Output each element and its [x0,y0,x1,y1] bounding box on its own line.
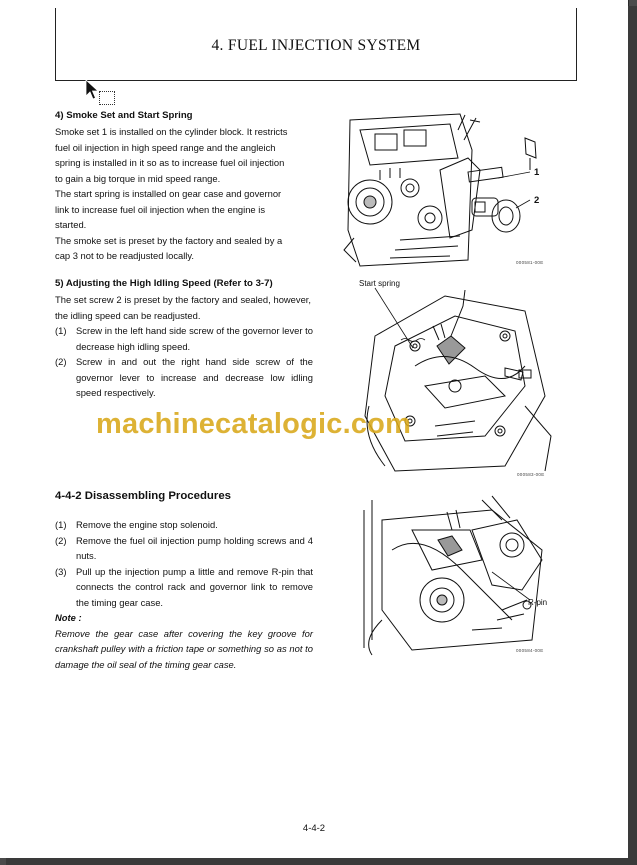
start-spring-figure [355,276,555,481]
list-item [55,533,313,564]
text-line: link to increase fuel oil injection when the engine is [55,203,266,215]
watermark: machinecatalogic.com [96,408,412,440]
idle-speed-list [55,323,313,401]
list-item-text: Remove the fuel oil injection pump holding screws and 4 nuts. [76,534,313,561]
smoke-set-heading: 4) Smoke Set and Start Spring [55,110,193,121]
list-item-text: Screw in the left hand side screw of the governor lever to decrease high idling speed. [76,325,313,352]
page-shadow-right [628,6,637,865]
callout-label-1: 1 [534,167,540,178]
governor-drawing [355,276,555,481]
mouse-pointer-icon [85,79,99,101]
text-line: spring is installed in it so as to increase fuel oil injection [55,157,285,168]
list-item-number: (2) [55,356,67,367]
list-item-text: Remove the engine stop solenoid. [76,519,218,530]
smoke-set-figure [340,110,555,270]
list-item-number: (3) [55,565,67,577]
list-item-text: Screw in and out the right hand side screw of the governor lever to increase and decrease low idling speed respectively. [76,356,313,398]
callout-label-2: 2 [534,195,540,206]
text-line: cap 3 not to be readjusted locally. [55,250,194,261]
r-pin-label: R-pin [528,598,548,607]
note-text: Remove the gear case after covering the key groove for crankshaft pulley with a friction tape or something so as not to damage the oil seal of the timing gear case. [55,627,313,670]
figure-code: 000581-00E [516,260,544,265]
selection-marquee [99,91,115,105]
list-item-text: Pull up the injection pump a little and remove R-pin that connects the control rack and governor link to remove the timing gear case. [76,565,313,608]
text-line: fuel oil injection in high speed range and the angleich [55,141,276,153]
engine-block-drawing [340,110,555,270]
text-line: The start spring is installed on gear case and governor [55,188,282,199]
disassembling-heading: 4-4-2 Disassembling Procedures [55,490,231,502]
injection-pump-drawing [352,490,552,658]
text-line: to gain a big torque in mid speed range. [55,172,221,184]
start-spring-label: Start spring [359,279,400,288]
list-item-number: (1) [55,519,67,530]
page-shadow-bottom [6,858,637,865]
disassembling-list [55,517,313,672]
text-line: started. [55,219,87,230]
r-pin-figure [352,490,552,658]
smoke-set-paragraph [55,124,311,264]
list-item [55,517,313,533]
list-item-number: (2) [55,534,67,546]
list-item [55,323,313,354]
title-box [55,8,577,81]
text-line: Smoke set 1 is installed on the cylinder block. It restricts [55,126,288,137]
figure-code: 000584-00E [516,648,544,653]
page-title: 4. FUEL INJECTION SYSTEM [211,37,421,54]
figure-code: 000583-00E [517,472,545,477]
text-line: The smoke set is preset by the factory and sealed by a [55,234,283,246]
page-number: 4-4-2 [302,823,326,834]
idle-speed-intro: The set screw 2 is preset by the factory and sealed, however, the idling speed can be readjusted. [55,294,311,321]
list-item [55,354,313,401]
idle-speed-heading: 5) Adjusting the High Idling Speed (Refer to 3-7) [55,278,273,289]
list-item [55,564,313,611]
note-heading: Note : [55,612,82,623]
list-item-number: (1) [55,325,67,336]
